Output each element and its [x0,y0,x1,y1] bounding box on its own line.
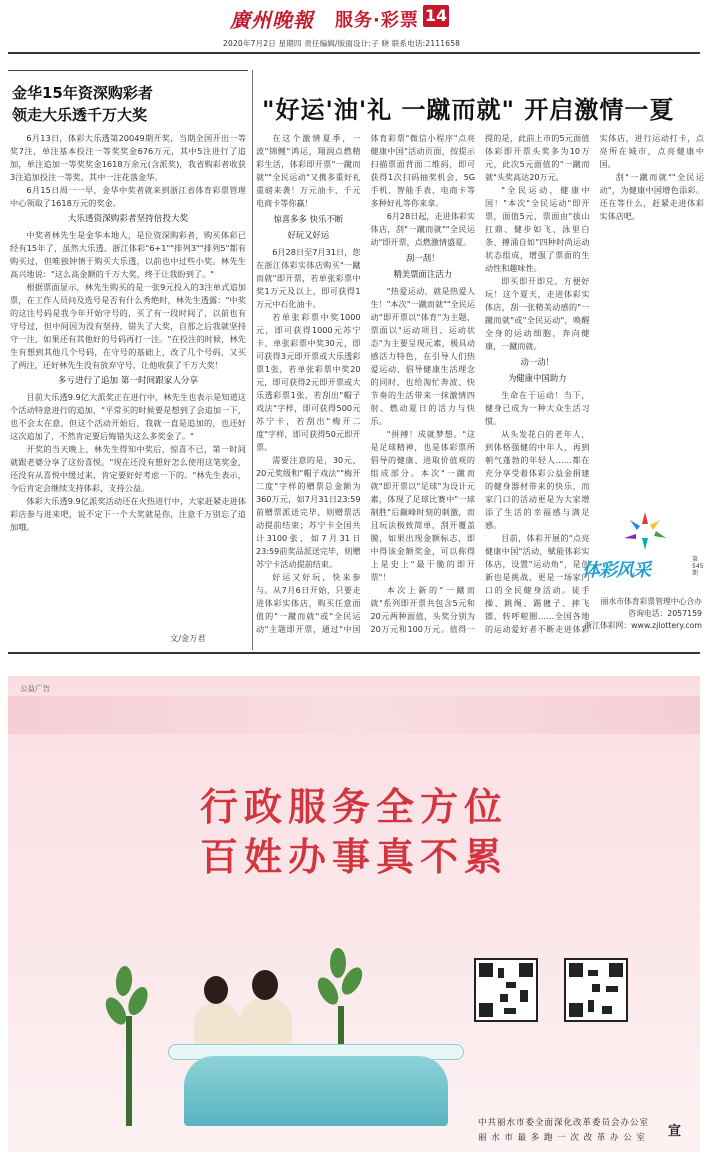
ad-slogan-line-2: 百姓办事真不累 [199,835,508,879]
qr-module [592,984,600,992]
column-divider [252,70,253,650]
paragraph: "全民运动，健康中国！"本次"全民运动"即开票，面值5元，票面由"拔山扛鼎、健步如飞、泳里白条、搏涌自如"四种时尚运动状态组成，增强了票面的生动性和趣味性。 [485,185,590,273]
qr-code-right [564,958,628,1022]
staff-figure-head [252,970,278,1000]
qr-module [588,1000,594,1012]
qr-module [602,1006,612,1014]
issue-number: 第545期 [692,556,704,577]
qr-module [520,990,528,1002]
qr-code-left [474,958,538,1022]
org-name: 丽水市体育彩票管理中心合办 [600,597,702,606]
sports-lottery-logo-block [580,510,702,646]
paragraph: 好运又好玩，快来参与。从7月6日开始，只要走进体彩实体店，购买任意面值的"一蹴而就"或"全民运动"主题即开票，通过"中国体育彩票"微信小程序"点亮健康中国"活动页面，按提示扫描票面背面二维码，即可获得1次扫码抽奖机会，5G手机、智能手表、电商卡等多种好礼等你来拿。 [256,133,475,634]
staff-figure-body [240,998,292,1046]
service-counter [184,1056,448,1126]
ad-sponsor-2: 丽 水 市 最 多 跑 一 次 改 革 办 公 室 [478,1133,646,1143]
left-headline-line-1: 金华15年资深购彩者 [12,84,153,102]
subheading: 为健康中国助力 [507,373,567,383]
masthead [0,0,708,52]
sports-star-icon [620,510,670,552]
left-article-body [10,132,246,534]
paragraph: 6月15日周一一早，金华中奖者就来到浙江省体育彩票管理中心领取了1618万元的奖金。 [10,185,246,208]
paragraph: 目前，体彩开展的"点亮健康中国"活动，赋能体彩实体店，设置"运动角"，是创新也是挑战，更是一场家门口的全民健身活动。徒手操、跳绳、踢毽子、摔飞镖、转呼啦圈……全国各地的运动爱好者不断走进体彩实体店，进行运动打卡，点亮所在城市，点亮健康中国。 [485,133,704,634]
paragraph: 6月13日，体彩大乐透第20049期开奖，当期全国开出一等奖7注，单注基本投注一等奖奖金676万元，其中5注进行了追加，单注追加一等奖奖金1618万余元(含派奖)，我省购彩者收获3注追加投注一等奖，其中一注花落金华。 [10,133,246,182]
section-title: 服务·彩票 [335,10,419,31]
qr-module [498,968,504,978]
paragraph: "热爱运动，就是热爱人生！"本次"一蹴而就""全民运动"即开票以"体育"为主题，票面以"运动项目、运动状态"为主要呈现元素，极具动感活力特色，在引导人们热爱运动、倡导健康生活理念的同时，也给淘忙奔波、快节奏的生活带来一抹激情四射、燃动夏日的活力与快乐。 [370,286,475,426]
qr-finder [569,963,583,977]
qr-finder [569,1003,583,1017]
ad-sponsor-1: 中共丽水市委全面深化改革委员会办公室 [478,1118,650,1128]
paragraph: 6月28日至7月31日，您在浙江体彩实体店购买"一蹴而就"即开票，若单张彩票中奖1万元及以上，即可获得1万元中石化油卡。 [256,247,361,309]
qr-module [606,986,618,992]
plant-leaf [115,965,134,996]
subheading: 刮一刮！ [406,253,440,263]
logo-text: 体彩风采 [582,560,650,581]
subheading: 精美票面注活力 [393,269,453,279]
plant-leaf [330,948,346,978]
ad-top-band [8,696,700,734]
public-service-ad [8,676,700,1152]
paragraph: 即买即开即兑，方便好玩！这个夏天，走进体彩实体店，刮一张精美动感的"一蹴而就"或"全民运动"，唤醒全身的运动细胞，奔向健康，一蹴而就。 [485,276,590,351]
staff-figure-head [204,976,228,1004]
right-article-headline: "好运'油'礼 一蹴而就" 开启激情一夏 [262,96,675,124]
issue-info: 2020年7月2日 星期四 责任编辑/版面设计:子 晓 联系电话:2111658 [223,39,461,48]
qr-module [500,994,508,1002]
qr-module [504,1008,516,1014]
plant-stem [126,1016,132,1126]
qr-module [506,982,516,988]
paragraph: 体彩大乐透9.9亿派奖活动还在火热进行中，大家赶紧走进体彩店参与进来吧，说不定下一个大奖就是你，注意千万别忘了追加哦。 [10,496,246,532]
phone-number: 咨询电话：2057159 [628,609,702,618]
paragraph: 在这个激情夏季，一波"锦鲤"鸿运，翔润点燃精彩生活，体彩即开票"一蹴而就""全民运动"又携多重好礼重磅来袭！万元油卡、千元电商卡等你赢！ [256,133,361,208]
paragraph: 需要注意的是，30元、20元奖级和"帽子戏法""梅开二度"字样的赠票总金额为360万元，如7月31日23:59前赠票派送完毕，则赠票活动提前结束；苏宁卡全国共计3100张，如7月31日23:59前奖品派送完毕，则赠苏宁卡活动提前结束。 [256,455,361,569]
paragraph: 中奖者林先生是金华本地人，是位资深购彩者，购买体彩已经有15年了，虽然大乐透、浙江体彩"6+1""排列3""排列5"都有购买过，但唯独钟情于购买大乐透，以前也中过些小奖。林先生高兴地说："这么高金额的千万大奖，终于让我盼到了。" [10,230,246,279]
subheading: 大乐透资深购彩者坚持倍投大奖 [67,214,189,224]
subheading: 惊喜多多 快乐不断 [273,214,344,224]
paragraph: 生命在于运动！当下，健身已成为一种大众生活习惯。 [485,390,590,426]
paragraph: 目前大乐透9.9亿大派奖正在进行中，林先生也表示是知道这个活动特意进行的追加，"平常买的时候要是想到了会追加一下，也不会太在意，但这个活动开始后，我就一直是追加的，也还好这次追加了，不然肯定要后悔错失这么多奖金了。" [10,392,246,441]
qr-module [588,970,598,976]
qr-finder [479,1003,493,1017]
newspaper-title: 廣州晚報 [230,8,314,32]
paragraph: 本次上新的"一蹴而就"系列即开票共包含5元和20元两种面值，头奖分别为20万元和100万元。值得一提的是，此前上市的5元面值体彩即开票头奖多为10万元，此次5元面值的"一蹴而就"头奖高达20万元。 [370,133,590,634]
ad-separator-rule [8,652,700,654]
left-headline-line-2: 领走大乐透千万大奖 [12,106,148,124]
paragraph: 若单张彩票中奖1000元，即可获得1000元苏宁卡，单张彩票中奖30元，即可获得3元即开票或大乐透彩票1张，若单张彩票中奖20元，即可获得2元即开票或大乐透彩票1张，若刮出"帽子戏法"字样，即可获得500元苏宁卡，若刮出"梅开二度"字样，即可获得50元即开票。 [256,312,361,452]
ad-label: 公益广告 [20,684,50,693]
paragraph: 刮"一蹴而就""全民运动"，为健康中国增色添彩。还在等什么，赶紧走进体彩实体店吧。 [599,172,704,221]
staff-figure-body [194,1002,240,1046]
subheading: 动一动！ [520,357,554,367]
masthead-rule [8,52,700,54]
subheading: 好玩又好运 [287,230,330,240]
qr-finder [479,963,493,977]
left-article-headline [12,82,153,126]
left-article-rule [8,70,248,71]
page-number: 14 [424,6,448,25]
ad-slogan-line-1: 行政服务全方位 [199,785,508,829]
subheading: 多亏进行了追加 第一时间跟家人分享 [57,376,199,386]
left-article-author: 文/金万君 [170,633,206,643]
plant-leaf [314,974,343,1008]
paragraph: 根据票面显示，林先生购买的是一张9元投入的3注单式追加票，在工作人员问及选号是否有什么秀绝时，林先生透露："中奖的这注号码是我今年开始守号的，买了有一段时间了，以前也有守号过，但中间因为没有坚持，错失了大奖，自那之后我就坚持守一注，如果还有其他好的号码再打一注。"在投注的时候，林先生有想到其他几个号码，在守号的基础上，改了几个号码，又买了两注，还好林先生没有放弃守号，让他收获了千万大奖！ [10,282,246,370]
logo-contact-info [580,596,702,632]
qr-finder [609,963,623,977]
website: 浙江体彩网：www.zjlottery.com [584,621,702,630]
paragraph: 开奖的当天晚上，林先生得知中奖后，惊喜不已，第一时间就跟老婆分享了这份喜悦。"现在还没有想好怎么使用这笔奖金，还没有从喜悦中缓过来，肯定要好好考虑一下的。"林先生表示，今后肯定会继续支持体彩，支持公益。 [10,444,246,493]
paragraph: 从头发花白的老年人，到体格强健的中年人，再到朝气蓬勃的年轻人……都在充分享受着体彩公益金捐建的健身器材带来的快乐，而家门口的活动更是为大家增添了生活的幸福感与满足感。 [485,429,590,530]
paragraph: "拼搏！成就梦想。"这是足球精神，也是体彩票所倡导的健康、进取价值观的组成部分。本次"一蹴而就"即开票以"足球"为设计元素，体现了足球比赛中"一球制胜"后巅峰时刻的刺激，而且玩法极致简单，刮开覆盖膜，如果出现金额标志，即中得该金额奖金，可以称得上是史上"最干脆的即开票"！ [370,429,475,582]
qr-finder [519,963,533,977]
ad-seal: 宣 [668,1124,682,1139]
paragraph: 6月28日起，走进体彩实体店，刮"一蹴而就""全民运动"即开票，点燃激情盛夏。 [370,211,475,247]
